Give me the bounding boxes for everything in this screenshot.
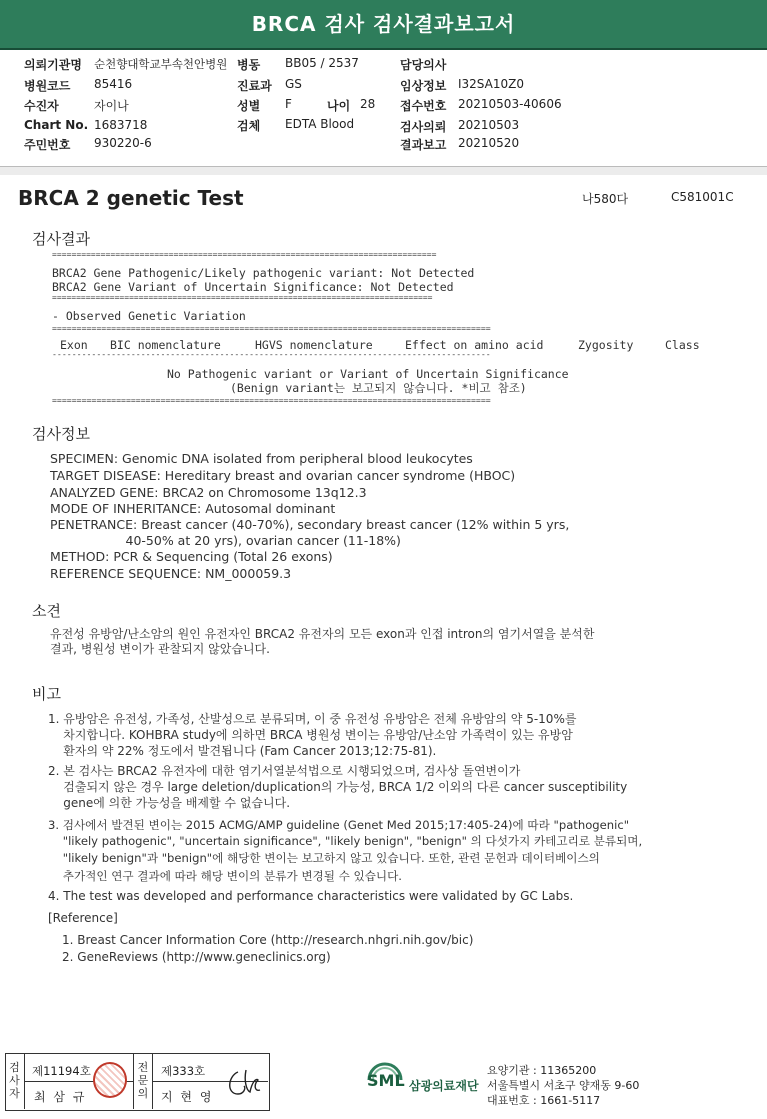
rule-long-2: ========================================================================================= (52, 395, 491, 405)
result-heading: 검사결과 (32, 230, 90, 248)
examiner-role: 검사자 (5, 1053, 25, 1109)
examiner-name: 최 삼 규 (34, 1090, 87, 1104)
clinical-info-value: I32SA10Z0 (458, 77, 524, 91)
info-reference-sequence: REFERENCE SEQUENCE: NM_000059.3 (50, 566, 292, 581)
specialist-role: 전문의 (133, 1053, 153, 1109)
ward-value: BB05 / 2537 (285, 56, 359, 70)
resident-no-label: 주민번호 (24, 138, 71, 152)
col-hgvs: HGVS nomenclature (255, 338, 373, 352)
test-code-1: 나580다 (582, 192, 629, 206)
specimen-value: EDTA Blood (285, 117, 355, 131)
remark-2-line-3: gene에 의한 가능성을 배제할 수 없습니다. (48, 796, 291, 810)
clinical-info-label: 임상정보 (400, 79, 447, 93)
institution-value: 순천향대학교부속천안병원 (94, 57, 228, 71)
specimen-label: 검체 (237, 119, 261, 133)
patient-value: 자이나 (94, 99, 129, 113)
header-divider (0, 166, 767, 175)
result-line-2: BRCA2 Gene Variant of Uncertain Significance: Not Detected (52, 280, 454, 294)
finding-line-2: 결과, 병원성 변이가 관찰되지 않았습니다. (50, 642, 270, 656)
seal-stamp-icon (93, 1062, 127, 1098)
remark-3-line-1: 3. 검사에서 발견된 변이는 2015 ACMG/AMP guideline (Genet Med 2015;17:405-24)에 따라 "pathogenic" (48, 818, 630, 832)
reference-1: 1. Breast Cancer Information Core (http://research.nhgri.nih.gov/bic) (62, 933, 474, 947)
info-inheritance: MODE OF INHERITANCE: Autosomal dominant (50, 501, 336, 516)
remark-1-line-2: 차지합니다. KOHBRA study에 의하면 BRCA 병원성 변이는 유방암/난소암 가족력이 있는 유방암 (48, 728, 573, 742)
chart-no-value: 1683718 (94, 118, 148, 132)
test-code-2: C581001C (671, 190, 734, 204)
age-label: 나이 (327, 99, 351, 113)
finding-heading: 소견 (32, 602, 61, 620)
col-zygosity: Zygosity (578, 338, 634, 352)
remarks-heading: 비고 (32, 685, 61, 703)
col-exon: Exon (60, 338, 88, 352)
hospital-code-label: 병원코드 (24, 79, 71, 93)
chart-no-label: Chart No. (24, 118, 89, 132)
request-date-label: 검사의뢰 (400, 120, 447, 134)
age-value: 28 (360, 97, 376, 111)
department-label: 진료과 (237, 79, 272, 93)
org-address: 서울특별시 서초구 양재동 9-60 (487, 1079, 640, 1092)
doctor-label: 담당의사 (400, 58, 447, 72)
org-name: 삼광의료재단 (409, 1079, 479, 1093)
sml-logo-text: SML (367, 1071, 405, 1090)
resident-no-value: 930220-6 (94, 136, 152, 150)
sex-label: 성별 (237, 99, 261, 113)
signature-icon (224, 1064, 262, 1100)
remark-2-line-2: 검출되지 않은 경우 large deletion/duplication의 가능성, BRCA 1/2 이외의 다른 cancer susceptibility (48, 780, 628, 794)
no-variant-line-1: No Pathogenic variant or Variant of Uncertain Significance (167, 367, 569, 381)
receipt-no-label: 접수번호 (400, 99, 447, 113)
col-bic: BIC nomenclature (110, 338, 221, 352)
no-variant-line-2: (Benign variant는 보고되지 않습니다. *비고 참조) (230, 381, 527, 395)
report-date-label: 결과보고 (400, 138, 447, 152)
remark-1-line-3: 환자의 약 22% 정도에서 발견됩니다 (Fam Cancer 2013;12:75-81). (48, 744, 437, 758)
institution-code: 요양기관 : 11365200 (487, 1064, 597, 1077)
hospital-code-value: 85416 (94, 77, 133, 91)
col-class: Class (665, 338, 700, 352)
specialist-license: 제333호 (161, 1064, 206, 1078)
org-phone: 대표번호 : 1661-5117 (487, 1094, 601, 1107)
institution-label: 의뢰기관명 (24, 58, 82, 72)
info-penetrance-2: 40-50% at 20 yrs), ovarian cancer (11-18%) (50, 533, 401, 548)
remark-3-line-3: "likely benign"과 "benign"에 해당한 변이는 보고하지 않고 있습니다. 또한, 관련 문헌과 데이터베이스의 (48, 851, 600, 865)
request-date-value: 20210503 (458, 118, 520, 132)
finding-line-1: 유전성 유방암/난소암의 원인 유전자인 BRCA2 유전자의 모든 exon과 인접 intron의 염기서열을 분석한 (50, 627, 595, 641)
remark-3-line-4: 추가적인 연구 결과에 따라 해당 변이의 분류가 변경될 수 있습니다. (48, 869, 402, 883)
remark-3-line-2: "likely pathogenic", "uncertain significance", "likely benign", "benign" 의 다섯가지 카테고리로 분류되며, (48, 834, 643, 848)
patient-label: 수진자 (24, 99, 59, 113)
reference-heading: [Reference] (48, 911, 118, 925)
specialist-name: 지 현 영 (161, 1090, 214, 1104)
remark-4-line-1: 4. The test was developed and performance characteristics were validated by GC Labs. (48, 889, 574, 903)
receipt-no-value: 20210503-40606 (458, 97, 562, 111)
info-analyzed-gene: ANALYZED GENE: BRCA2 on Chromosome 13q12.3 (50, 485, 367, 500)
sex-value: F (285, 97, 292, 111)
rule-short-1: =============================================================================== (52, 250, 437, 259)
report-title: BRCA 검사 검사결과보고서 (251, 12, 516, 36)
rule-long-1: ========================================================================================= (52, 323, 491, 333)
info-target-disease: TARGET DISEASE: Hereditary breast and ovarian cancer syndrome (HBOC) (50, 468, 516, 483)
info-method: METHOD: PCR & Sequencing (Total 26 exons) (50, 549, 333, 564)
examiner-license: 제11194호 (32, 1064, 91, 1078)
col-effect: Effect on amino acid (405, 338, 544, 352)
test-title: BRCA 2 genetic Test (18, 186, 244, 210)
ward-label: 병동 (237, 58, 261, 72)
remark-1-line-1: 1. 유방암은 유전성, 가족성, 산발성으로 분류되며, 이 중 유전성 유방암은 전체 유방암의 약 5-10%를 (48, 712, 577, 726)
report-date-value: 20210520 (458, 136, 520, 150)
dash-rule: ----------------------------------------------------------------------------------------- (52, 349, 491, 359)
observed-variation: - Observed Genetic Variation (52, 309, 246, 323)
reference-2: 2. GeneReviews (http://www.geneclinics.org) (62, 950, 331, 964)
info-penetrance-1: PENETRANCE: Breast cancer (40-70%), secondary breast cancer (12% within 5 yrs, (50, 517, 570, 532)
info-heading: 검사정보 (32, 425, 90, 443)
info-specimen: SPECIMEN: Genomic DNA isolated from peripheral blood leukocytes (50, 451, 473, 466)
remark-2-line-1: 2. 본 검사는 BRCA2 유전자에 대한 염기서열분석법으로 시행되었으며, 검사상 돌연변이가 (48, 764, 521, 778)
department-value: GS (285, 77, 302, 91)
result-line-1: BRCA2 Gene Pathogenic/Likely pathogenic variant: Not Detected (52, 266, 475, 280)
rule-short-2: =============================================================================== (52, 293, 433, 302)
